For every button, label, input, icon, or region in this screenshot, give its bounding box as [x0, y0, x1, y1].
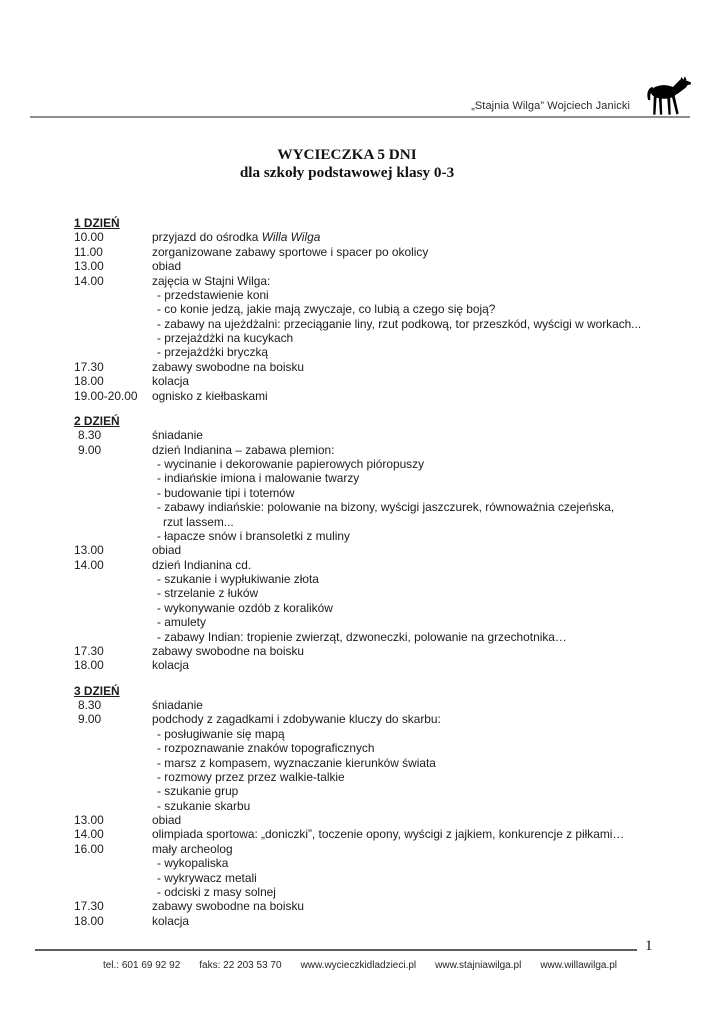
- activity-text: dzień Indianina – zabawa plemion:: [152, 442, 335, 457]
- schedule-row: [74, 741, 714, 755]
- sub-activity: - co konie jedzą, jakie mają zwyczaje, co lubią a czego się boją?: [157, 302, 496, 317]
- schedule-row: [74, 259, 714, 273]
- activity-text: mały archeolog: [152, 841, 233, 856]
- time-cell: 14.00: [74, 557, 104, 572]
- activity-text: śniadanie: [152, 428, 203, 443]
- activity-text: zabawy swobodne na boisku: [152, 359, 305, 374]
- sub-activity: - odciski z masy solnej: [157, 884, 276, 899]
- schedule-row: [74, 871, 714, 885]
- schedule-row: [74, 317, 714, 331]
- activity-text: kolacja: [152, 658, 190, 673]
- document-title: [0, 146, 694, 181]
- time-cell: [74, 727, 152, 741]
- time-cell: [74, 770, 152, 784]
- time-cell: [74, 471, 152, 485]
- activity-text: kolacja: [152, 913, 190, 928]
- activity-text: przyjazd do ośrodka Willa Wilga: [152, 230, 321, 245]
- sub-activity: - przedstawienie koni: [157, 287, 269, 302]
- sub-activity: - zabawy indiańskie: polowanie na bizony, wyścigi jaszczurek, równoważnia czejeńska,: [157, 500, 615, 515]
- time-cell: [74, 288, 152, 302]
- schedule-row: [74, 630, 714, 644]
- horse-icon: [636, 75, 693, 118]
- activity-text: obiad: [152, 813, 182, 827]
- sub-activity: - szukanie grup: [157, 784, 239, 799]
- schedule-row: [74, 230, 714, 244]
- schedule-row: [74, 457, 714, 471]
- footer-url-wycieczkidladzieci: www.wycieczkidladzieci.pl: [300, 960, 417, 971]
- day-label: 1 DZIEŃ: [74, 216, 120, 230]
- sub-activity: - wycinanie i dekorowanie papierowych pióropuszy: [157, 457, 425, 471]
- schedule-row: [74, 515, 714, 529]
- activity-text: śniadanie: [152, 698, 203, 712]
- sub-activity: - wykonywanie ozdób z koralików: [157, 600, 333, 615]
- sub-activity: - indiańskie imiona i malowanie twarzy: [157, 471, 360, 486]
- time-cell: 18.00: [74, 913, 104, 928]
- time-cell: [74, 615, 152, 629]
- schedule-row: [74, 345, 714, 359]
- time-cell: [74, 630, 152, 644]
- activity-text: obiad: [152, 259, 182, 274]
- schedule-row: [74, 842, 714, 856]
- time-cell: [74, 885, 152, 899]
- schedule-row: [74, 784, 714, 798]
- activity-text: zajęcia w Stajni Wilga:: [152, 273, 271, 288]
- time-cell: [74, 331, 152, 345]
- footer-divider: [35, 949, 637, 951]
- time-cell: 19.00-20.00: [74, 388, 138, 403]
- schedule-row: [74, 500, 714, 514]
- schedule-row: [74, 471, 714, 485]
- sub-activity: rzut lassem...: [163, 514, 234, 529]
- activity-text: olimpiada sportowa: „doniczki”, toczenie opony, wyścigi z jajkiem, konkurencje z piłkami…: [152, 827, 625, 842]
- activity-text: dzień Indianina cd.: [152, 557, 252, 572]
- schedule-row: [74, 756, 714, 770]
- schedule-row: [74, 274, 714, 288]
- sub-activity: - szukanie i wypłukiwanie złota: [157, 572, 319, 586]
- activity-text: zorganizowane zabawy sportowe i spacer po okolicy: [152, 244, 429, 259]
- time-cell: [74, 741, 152, 755]
- activity-text: obiad: [152, 543, 182, 558]
- time-cell: [74, 345, 152, 359]
- activity-text: kolacja: [152, 374, 190, 389]
- schedule-row: [74, 885, 714, 899]
- schedule-row: [74, 827, 714, 841]
- schedule-row: [74, 558, 714, 572]
- schedule-row: [74, 601, 714, 615]
- day-label: 2 DZIEŃ: [74, 413, 120, 428]
- company-name: „Stajnia Wilga” Wojciech Janicki: [471, 100, 630, 112]
- schedule-row: [74, 770, 714, 784]
- header-divider: [30, 116, 690, 118]
- schedule-row: [74, 360, 714, 374]
- time-cell: [74, 529, 152, 543]
- time-cell: [74, 799, 152, 813]
- sub-activity: - budowanie tipi i totemów: [157, 485, 295, 500]
- schedule-row: [74, 389, 714, 403]
- sub-activity: - przejażdżki na kucykach: [157, 331, 294, 345]
- schedule-row: [74, 712, 714, 726]
- sub-activity: - wykopaliska: [157, 856, 229, 871]
- activity-text: zabawy swobodne na boisku: [152, 899, 305, 914]
- sub-activity: - zabawy na ujeżdżalni: przeciąganie liny, rzut podkową, tor przeszkód, wyścigi w workach...: [157, 316, 642, 331]
- sub-activity: - przejażdżki bryczką: [157, 345, 269, 360]
- time-cell: [74, 756, 152, 770]
- day-label: 3 DZIEŃ: [74, 683, 120, 698]
- time-cell: 14.00: [74, 273, 104, 288]
- time-cell: 11.00: [74, 244, 103, 259]
- schedule-row: [74, 856, 714, 870]
- time-cell: 9.00: [78, 442, 102, 457]
- sub-activity: - wykrywacz metali: [157, 870, 257, 885]
- schedule-row: [74, 914, 714, 928]
- day-section: [74, 216, 714, 403]
- schedule-row: [74, 443, 714, 457]
- time-cell: 17.30: [74, 359, 104, 374]
- sub-activity: - rozpoznawanie znaków topograficznych: [157, 741, 375, 756]
- time-cell: 17.30: [74, 643, 104, 658]
- schedule-row: [74, 331, 714, 345]
- schedule-row: [74, 658, 714, 672]
- activity-italic: Willa Wilga: [261, 230, 321, 245]
- footer-phone: tel.: 601 69 92 92: [102, 960, 181, 971]
- time-cell: 10.00: [74, 230, 104, 245]
- schedule-row: [74, 698, 714, 712]
- sub-activity: - łapacze snów i bransoletki z muliny: [157, 528, 350, 543]
- time-cell: [74, 457, 152, 471]
- schedule-row: [74, 374, 714, 388]
- time-cell: [74, 601, 152, 615]
- schedule-row: [74, 543, 714, 557]
- schedule-row: [74, 428, 714, 442]
- time-cell: 17.30: [74, 899, 104, 914]
- activity-text: zabawy swobodne na boisku: [152, 643, 305, 658]
- time-cell: [74, 486, 152, 500]
- schedule-row: [74, 615, 714, 629]
- sub-activity: - marsz z kompasem, wyznaczanie kierunków świata: [157, 755, 436, 770]
- time-cell: 14.00: [74, 827, 104, 842]
- time-cell: [74, 871, 152, 885]
- schedule-row: [74, 727, 714, 741]
- activity-text: ognisko z kiełbaskami: [152, 388, 268, 403]
- schedule-row: [74, 288, 714, 302]
- time-cell: [74, 784, 152, 798]
- time-cell: 18.00: [74, 658, 104, 673]
- page-number: 1: [645, 938, 653, 954]
- schedule-row: [74, 586, 714, 600]
- sub-activity: - szukanie skarbu: [157, 798, 251, 813]
- sub-activity: - zabawy Indian: tropienie zwierząt, dzwoneczki, polowanie na grzechotnika…: [157, 629, 567, 644]
- schedule-row: [74, 899, 714, 913]
- title-line-2: dla szkoły podstawowej klasy 0-3: [239, 163, 455, 181]
- time-cell: [74, 317, 152, 331]
- footer-contacts: [35, 960, 637, 971]
- sub-activity: - amulety: [157, 615, 206, 630]
- activity-text: podchody z zagadkami i zdobywanie kluczy do skarbu:: [152, 712, 441, 727]
- footer-url-willawilga: www.willawilga.pl: [540, 960, 618, 971]
- time-cell: [74, 515, 152, 529]
- sub-activity: - strzelanie z łuków: [157, 586, 259, 601]
- schedule-row: [74, 644, 714, 658]
- day-section: [74, 684, 714, 928]
- sub-activity: - rozmowy przez przez walkie-talkie: [157, 769, 345, 784]
- time-cell: 13.00: [74, 259, 104, 274]
- sub-activity: - posługiwanie się mapą: [157, 726, 285, 741]
- schedule: [74, 216, 714, 928]
- schedule-row: [74, 529, 714, 543]
- time-cell: 13.00: [74, 543, 104, 558]
- schedule-row: [74, 572, 714, 586]
- title-line-1: WYCIECZKA 5 DNI: [277, 146, 417, 163]
- schedule-row: [74, 302, 714, 316]
- footer-fax: faks: 22 203 53 70: [199, 960, 282, 971]
- time-cell: 16.00: [74, 841, 104, 856]
- schedule-row: [74, 813, 714, 827]
- schedule-row: [74, 245, 714, 259]
- schedule-row: [74, 486, 714, 500]
- time-cell: 18.00: [74, 374, 104, 389]
- footer-url-stajniawilga: www.stajniawilga.pl: [435, 960, 522, 971]
- time-cell: [74, 856, 152, 870]
- time-cell: 8.30: [78, 428, 102, 443]
- time-cell: 13.00: [74, 813, 104, 827]
- time-cell: 8.30: [78, 698, 102, 712]
- time-cell: [74, 572, 152, 586]
- day-section: [74, 414, 714, 673]
- time-cell: [74, 500, 152, 514]
- time-cell: [74, 586, 152, 600]
- schedule-row: [74, 799, 714, 813]
- time-cell: [74, 302, 152, 316]
- time-cell: 9.00: [78, 712, 102, 727]
